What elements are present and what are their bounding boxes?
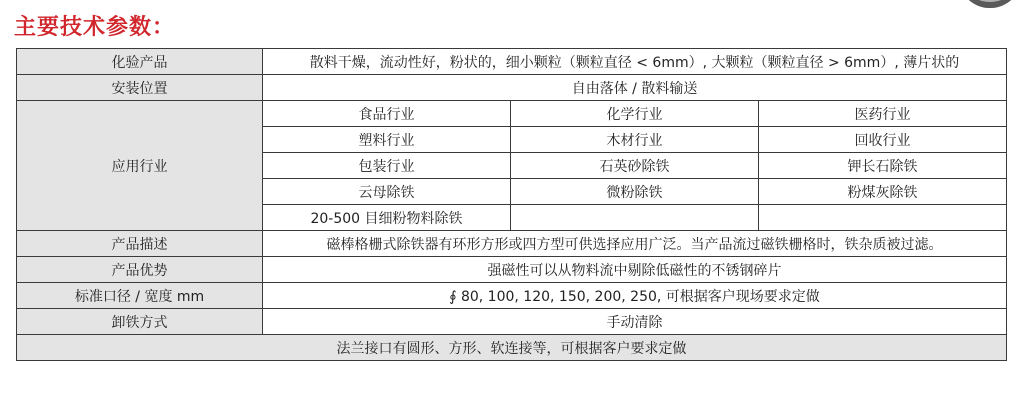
industry-cell: 石英砂除铁 <box>511 153 759 179</box>
row-label-discharge: 卸铁方式 <box>17 309 263 335</box>
industry-cell-empty <box>759 205 1007 231</box>
table-row <box>17 309 1007 335</box>
product-image-fragment <box>958 0 1022 8</box>
industry-cell: 微粉除铁 <box>511 179 759 205</box>
table-row <box>17 101 1007 127</box>
industry-cell: 回收行业 <box>759 127 1007 153</box>
industry-cell: 云母除铁 <box>263 179 511 205</box>
industry-cell: 包装行业 <box>263 153 511 179</box>
row-label-install: 安装位置 <box>17 75 263 101</box>
industry-cell: 木材行业 <box>511 127 759 153</box>
row-label-description: 产品描述 <box>17 231 263 257</box>
row-label-size: 标准口径 / 宽度 mm <box>17 283 263 309</box>
technical-parameters-table <box>16 48 1007 361</box>
industry-cell: 食品行业 <box>263 101 511 127</box>
industry-cell: 粉煤灰除铁 <box>759 179 1007 205</box>
row-value-advantage: 强磁性可以从物料流中剔除低磁性的不锈钢碎片 <box>263 257 1007 283</box>
industry-cell: 20-500 目细粉物料除铁 <box>263 205 511 231</box>
row-label-advantage: 产品优势 <box>17 257 263 283</box>
row-value-discharge: 手动清除 <box>263 309 1007 335</box>
industry-cell: 钾长石除铁 <box>759 153 1007 179</box>
industry-cell-empty <box>511 205 759 231</box>
table-row <box>17 257 1007 283</box>
row-label-industry: 应用行业 <box>17 101 263 231</box>
table-row <box>17 49 1007 75</box>
table-row <box>17 75 1007 101</box>
row-value-install: 自由落体 / 散料输送 <box>263 75 1007 101</box>
table-row <box>17 335 1007 361</box>
industry-cell: 塑料行业 <box>263 127 511 153</box>
section-title: 主要技术参数： <box>14 15 176 40</box>
row-label-material: 化验产品 <box>17 49 263 75</box>
table-row <box>17 283 1007 309</box>
industry-cell: 医药行业 <box>759 101 1007 127</box>
row-value-material: 散料干燥，流动性好，粉状的，细小颗粒（颗粒直径 < 6mm）, 大颗粒（颗粒直径 > 6mm）, 薄片状的 <box>263 49 1007 75</box>
footer-note: 法兰接口有圆形、方形、软连接等，可根据客户要求定做 <box>17 335 1007 361</box>
table-row <box>17 231 1007 257</box>
industry-cell: 化学行业 <box>511 101 759 127</box>
row-value-size: ∮ 80, 100, 120, 150, 200, 250, 可根据客户现场要求定做 <box>263 283 1007 309</box>
row-value-description: 磁棒格栅式除铁器有环形方形或四方型可供选择应用广泛。当产品流过磁铁栅格时，铁杂质被过滤。 <box>263 231 1007 257</box>
